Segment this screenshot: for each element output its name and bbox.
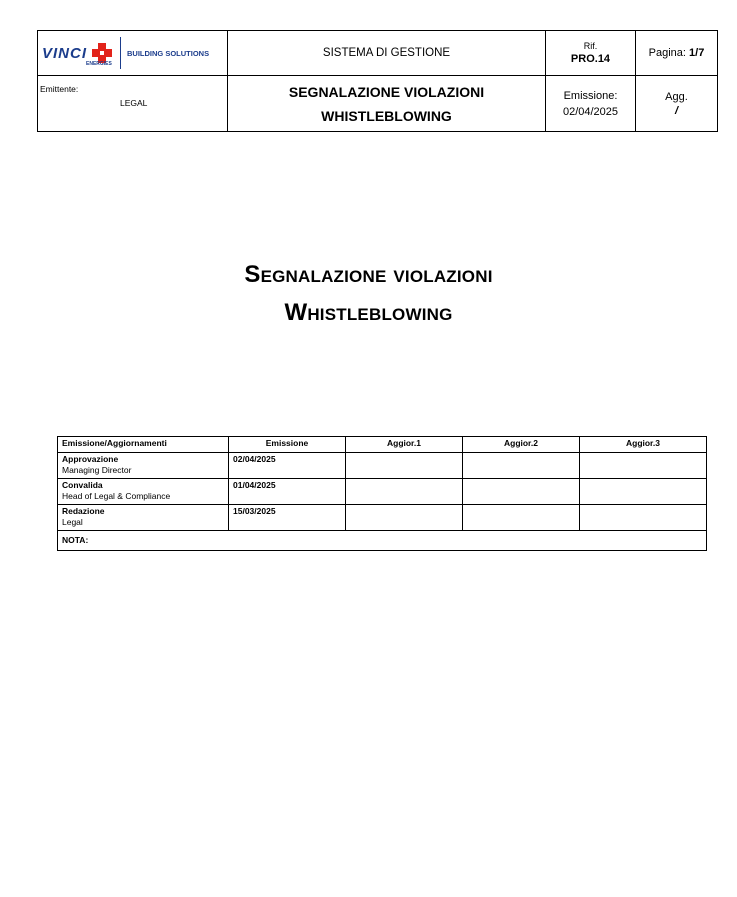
logo-brand: VINCI (42, 44, 88, 62)
emissione-cell (546, 76, 636, 132)
agg2-cell (463, 453, 580, 479)
role-person: Legal (62, 517, 83, 527)
role-label: Convalida (62, 480, 103, 490)
col-header-aggior3: Aggior.3 (580, 437, 707, 453)
table-row (58, 479, 707, 505)
logo-sub: ENERGIES (86, 61, 112, 67)
agg3-cell (580, 479, 707, 505)
approval-header-row (58, 437, 707, 453)
emissione-label: Emissione: (563, 89, 618, 102)
nota-label: NOTA: (58, 531, 707, 551)
col-header-aggior2: Aggior.2 (463, 437, 580, 453)
agg3-cell (580, 505, 707, 531)
role-cell (58, 453, 229, 479)
page-label: Pagina: (648, 47, 686, 59)
role-person: Managing Director (62, 465, 132, 475)
agg-value: / (674, 104, 679, 117)
page-cell (636, 31, 718, 76)
emissione-date: 15/03/2025 (229, 505, 346, 531)
logo-divider (120, 37, 121, 69)
agg3-cell (580, 453, 707, 479)
rif-value: PRO.14 (570, 52, 611, 65)
emittente-cell (38, 76, 228, 132)
agg1-cell (346, 479, 463, 505)
agg1-cell (346, 453, 463, 479)
rif-cell (546, 31, 636, 76)
agg-cell (636, 76, 718, 132)
header-title (228, 76, 546, 132)
role-label: Approvazione (62, 454, 119, 464)
role-cell (58, 479, 229, 505)
role-label: Redazione (62, 506, 105, 516)
header-title-line2: WHISTLEBLOWING (321, 107, 452, 124)
document-header-table (37, 30, 718, 132)
header-title-line1: SEGNALAZIONE VIOLAZIONI (288, 83, 485, 100)
document-title-line1: Segnalazione violazioni (244, 261, 493, 288)
table-row (58, 505, 707, 531)
rif-label: Rif. (583, 40, 598, 51)
emissione-value: 02/04/2025 (562, 105, 619, 118)
nota-row (58, 531, 707, 551)
role-person: Head of Legal & Compliance (62, 491, 171, 501)
system-label: SISTEMA DI GESTIONE (228, 31, 546, 76)
agg-label: Agg. (665, 90, 688, 103)
logo-division: BUILDING SOLUTIONS (127, 48, 210, 58)
table-row (58, 453, 707, 479)
agg1-cell (346, 505, 463, 531)
col-header-aggior1: Aggior.1 (346, 437, 463, 453)
document-title (0, 256, 737, 332)
emittente-value: LEGAL (120, 98, 148, 108)
col-header-emissione-aggiornamenti: Emissione/Aggiornamenti (58, 437, 229, 453)
logo-cell (38, 31, 228, 76)
col-header-emissione: Emissione (229, 437, 346, 453)
document-title-line2: Whistleblowing (284, 299, 453, 326)
emissione-date: 01/04/2025 (229, 479, 346, 505)
agg2-cell (463, 505, 580, 531)
agg2-cell (463, 479, 580, 505)
page-value: 1/7 (689, 47, 705, 59)
company-logo (38, 31, 227, 75)
approval-table (57, 436, 707, 551)
role-cell (58, 505, 229, 531)
emissione-date: 02/04/2025 (229, 453, 346, 479)
emittente-label: Emittente: (40, 84, 79, 94)
